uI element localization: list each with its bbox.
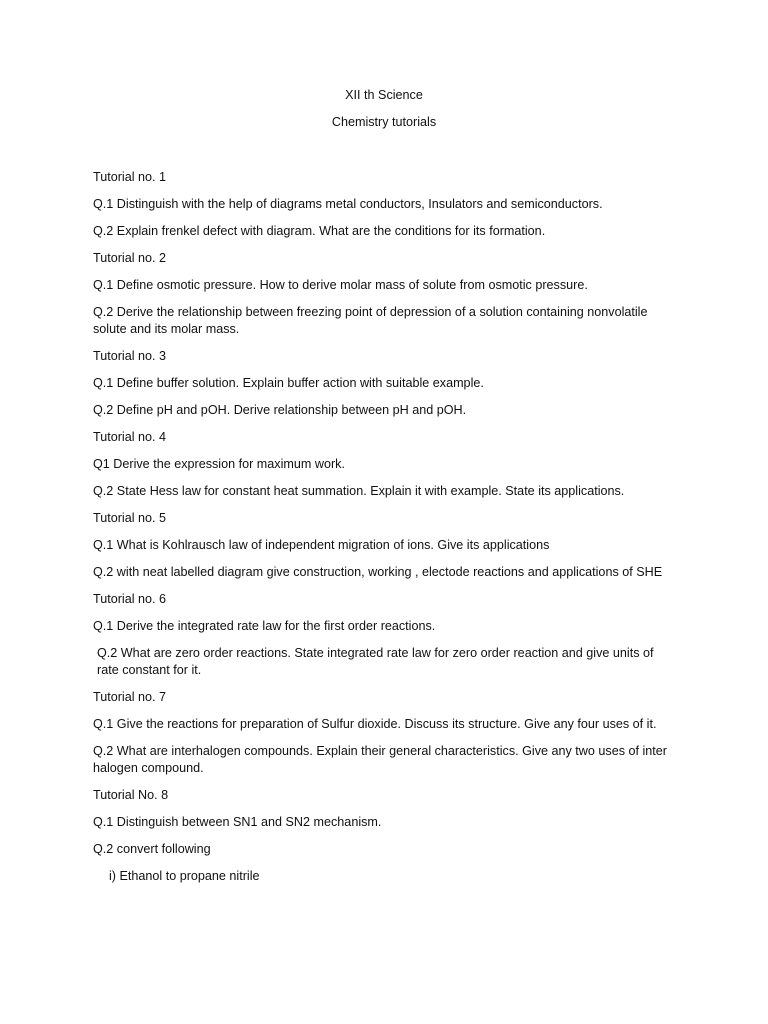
document-class-heading: XII th Science bbox=[345, 88, 423, 102]
question-7-1: Q.1 Give the reactions for preparation of Sulfur dioxide. Discuss its structure. Give any four uses of it. bbox=[93, 717, 657, 731]
document-body bbox=[93, 169, 678, 885]
question-6-1: Q.1 Derive the integrated rate law for the first order reactions. bbox=[93, 619, 436, 633]
question-8-2: Q.2 convert following bbox=[93, 842, 211, 856]
document-subject-heading: Chemistry tutorials bbox=[331, 115, 437, 129]
question-5-2: Q.2 with neat labelled diagram give construction, working , electode reactions and applications of SHE bbox=[93, 565, 663, 579]
subitem-8-1: i) Ethanol to propane nitrile bbox=[109, 869, 260, 883]
question-2-2: Q.2 Derive the relationship between freezing point of depression of a solution containing nonvolatile solute and its molar mass. bbox=[93, 305, 648, 336]
question-4-2: Q.2 State Hess law for constant heat summation. Explain it with example. State its applications. bbox=[93, 484, 625, 498]
question-1-2: Q.2 Explain frenkel defect with diagram. What are the conditions for its formation. bbox=[93, 224, 546, 238]
tutorial-title-2: Tutorial no. 2 bbox=[93, 251, 167, 265]
tutorial-title-6: Tutorial no. 6 bbox=[93, 592, 167, 606]
question-2-1: Q.1 Define osmotic pressure. How to derive molar mass of solute from osmotic pressure. bbox=[93, 278, 588, 292]
question-3-1: Q.1 Define buffer solution. Explain buffer action with suitable example. bbox=[93, 376, 484, 390]
question-8-1: Q.1 Distinguish between SN1 and SN2 mechanism. bbox=[93, 815, 382, 829]
tutorial-title-1: Tutorial no. 1 bbox=[93, 170, 167, 184]
tutorial-title-4: Tutorial no. 4 bbox=[93, 430, 167, 444]
tutorial-title-7: Tutorial no. 7 bbox=[93, 690, 167, 704]
tutorial-title-3: Tutorial no. 3 bbox=[93, 349, 167, 363]
question-4-1: Q1 Derive the expression for maximum work. bbox=[93, 457, 345, 471]
tutorial-title-8: Tutorial No. 8 bbox=[93, 788, 169, 802]
question-6-2: Q.2 What are zero order reactions. State integrated rate law for zero order reaction and give units of rate constant for it. bbox=[97, 646, 654, 677]
tutorial-title-5: Tutorial no. 5 bbox=[93, 511, 167, 525]
question-1-1: Q.1 Distinguish with the help of diagrams metal conductors, Insulators and semiconductors. bbox=[93, 197, 603, 211]
question-5-1: Q.1 What is Kohlrausch law of independent migration of ions. Give its applications bbox=[93, 538, 550, 552]
question-7-2: Q.2 What are interhalogen compounds. Explain their general characteristics. Give any two uses of inter halogen compound. bbox=[93, 744, 668, 775]
question-3-2: Q.2 Define pH and pOH. Derive relationship between pH and pOH. bbox=[93, 403, 467, 417]
